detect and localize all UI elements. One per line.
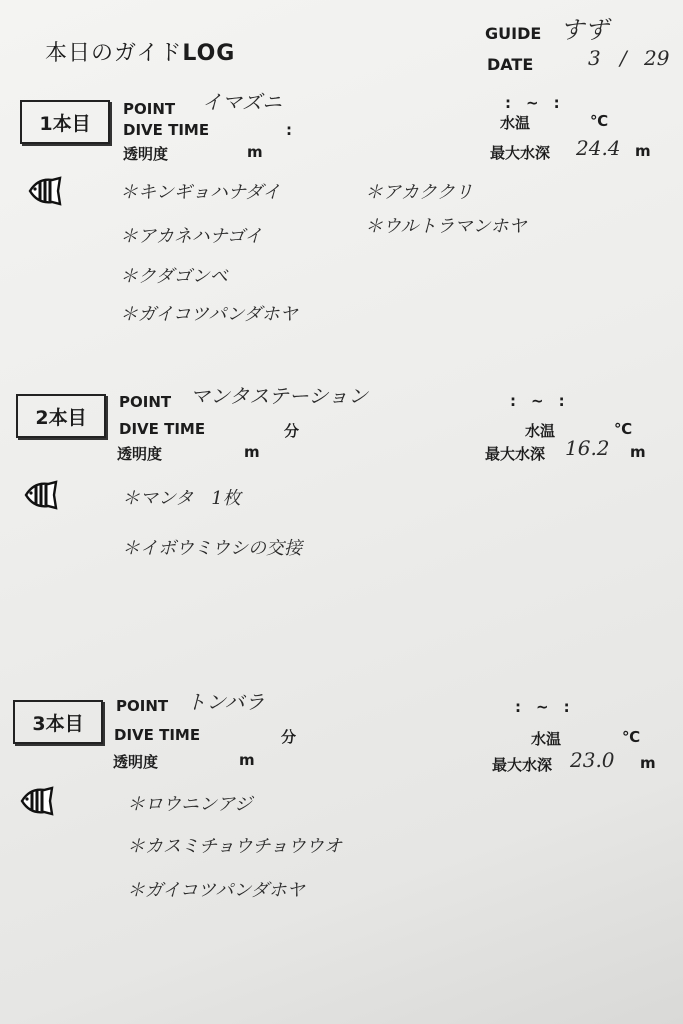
guide-label: GUIDE	[485, 24, 542, 43]
dive-1-point-value: イマズニ	[202, 90, 282, 114]
dive-3-max-depth-value: 23.0	[570, 748, 615, 772]
dive-2-fish-1: ＊マンタ 1枚	[122, 488, 241, 509]
dive-1-visibility-label: 透明度	[123, 145, 169, 163]
dive-1-fish-6: ＊ウルトラマンホヤ	[365, 216, 527, 237]
dive-1-dive-time-label: DIVE TIME	[123, 121, 210, 139]
dive-1-fish-3: ＊クダゴンベ	[120, 266, 228, 287]
dive-3-max-depth-label: 最大水深	[492, 756, 553, 774]
dive-1-badge: 1本目	[20, 100, 110, 144]
dive-2-fish-2: ＊イボウミウシの交接	[122, 538, 302, 559]
fish-icon	[24, 480, 58, 510]
dive-3-fish-3: ＊ガイコツパンダホヤ	[127, 880, 305, 901]
date-day: 29	[644, 46, 670, 70]
dive-2-badge: 2本目	[16, 394, 106, 438]
dive-2-max-depth-unit: m	[630, 443, 646, 461]
dive-3-fish-1: ＊ロウニンアジ	[127, 794, 253, 815]
dive-2-water-temp-unit: ℃	[614, 420, 633, 438]
date-separator: /	[620, 46, 627, 70]
dive-1-fish-4: ＊ガイコツパンダホヤ	[120, 304, 298, 325]
dive-1-fish-2: ＊アカネハナゴイ	[120, 226, 263, 247]
dive-2-dive-time-unit: 分	[284, 422, 300, 440]
dive-1-water-temp-label: 水温	[500, 114, 531, 132]
dive-1-time-range: : ~ :	[505, 94, 560, 112]
dive-1-fish-1: ＊キンギョハナダイ	[120, 182, 281, 203]
dive-2-dive-time-label: DIVE TIME	[119, 420, 206, 438]
dive-1-visibility-unit: m	[247, 143, 263, 161]
dive-3-visibility-unit: m	[239, 751, 255, 769]
dive-2-point-value: マンタステーション	[190, 384, 368, 408]
dive-2-visibility-label: 透明度	[117, 445, 163, 463]
dive-1-fish-5: ＊アカククリ	[365, 182, 473, 203]
dive-2-visibility-unit: m	[244, 443, 260, 461]
page-title	[45, 36, 235, 67]
dive-1-max-depth-unit: m	[635, 142, 651, 160]
dive-3-point-label: POINT	[116, 697, 169, 715]
dive-3-max-depth-unit: m	[640, 754, 656, 772]
dive-2-max-depth-value: 16.2	[565, 436, 610, 460]
dive-1-water-temp-unit: ℃	[590, 112, 609, 130]
dive-3-water-temp-label: 水温	[531, 730, 562, 748]
date-month: 3	[588, 46, 601, 70]
dive-3-dive-time-unit: 分	[281, 728, 297, 746]
dive-3-point-value: トンバラ	[186, 690, 265, 714]
dive-1-dive-time-colon: :	[286, 121, 292, 139]
dive-1-max-depth-label: 最大水深	[490, 144, 551, 162]
guide-value: すず	[560, 16, 609, 44]
dive-3-water-temp-unit: ℃	[622, 728, 641, 746]
title-jp: 本日のガイド	[45, 41, 183, 66]
fish-icon	[28, 176, 62, 206]
dive-3-badge: 3本目	[13, 700, 103, 744]
dive-2-time-range: : ~ :	[510, 392, 565, 410]
dive-3-visibility-label: 透明度	[113, 753, 159, 771]
dive-2-max-depth-label: 最大水深	[485, 445, 546, 463]
dive-2-water-temp-label: 水温	[525, 422, 556, 440]
fish-icon	[20, 786, 54, 816]
dive-1-point-label: POINT	[123, 100, 176, 118]
dive-3-time-range: : ~ :	[515, 698, 570, 716]
dive-3-fish-2: ＊カスミチョウチョウウオ	[127, 836, 342, 857]
dive-1-max-depth-value: 24.4	[576, 136, 621, 160]
dive-2-point-label: POINT	[119, 393, 172, 411]
date-label: DATE	[487, 55, 534, 74]
dive-3-dive-time-label: DIVE TIME	[114, 726, 201, 744]
title-en: LOG	[182, 41, 236, 66]
